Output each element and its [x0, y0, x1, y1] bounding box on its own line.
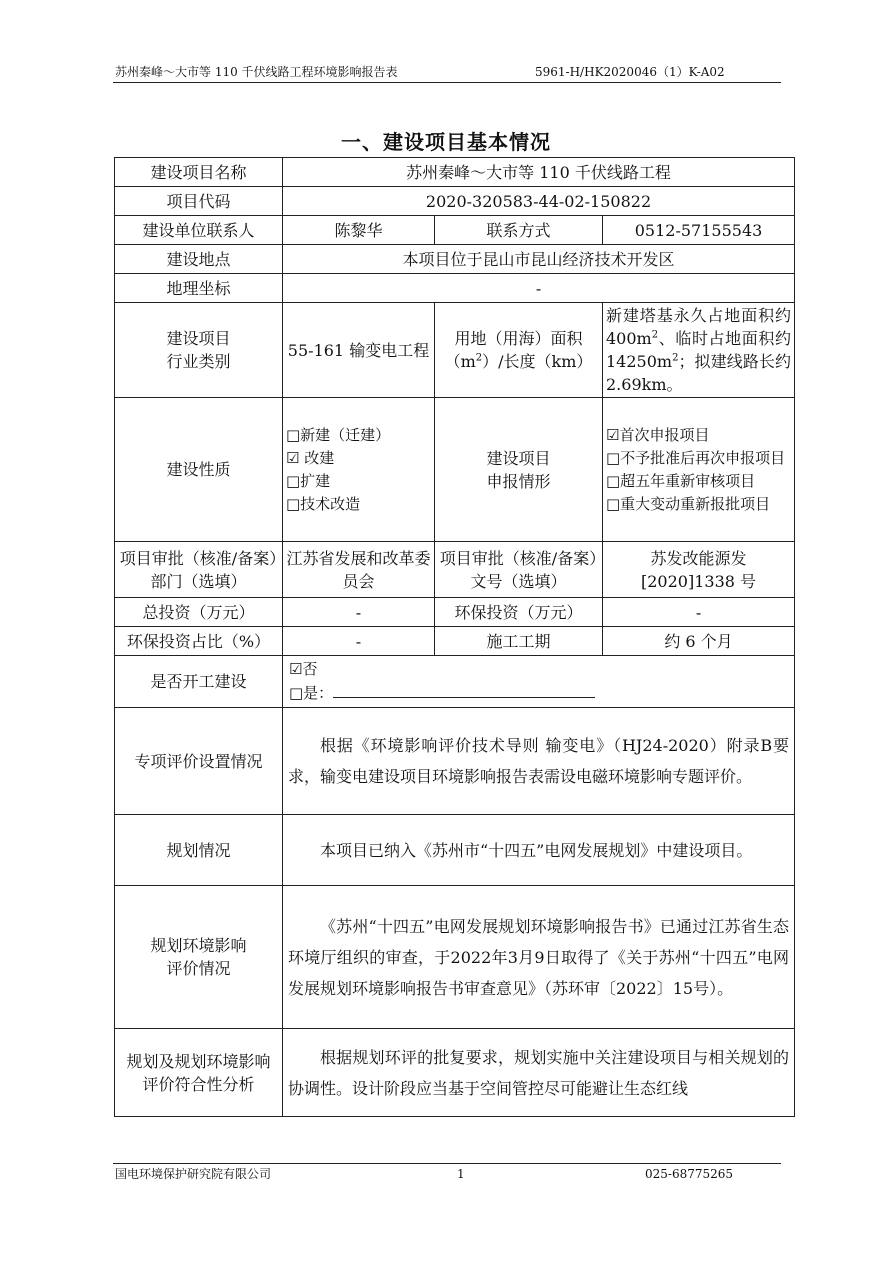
ratio-value: - — [283, 627, 435, 656]
declare-option-major-change: □重大变动重新报批项目 — [606, 494, 771, 513]
invest-label: 总投资（万元） — [115, 598, 283, 627]
nature-option-new: □新建（迁建） — [286, 425, 391, 444]
nature-label: 建设性质 — [115, 398, 283, 542]
coord-label: 地理坐标 — [115, 274, 283, 303]
section-title: 一、建设项目基本情况 — [341, 130, 551, 154]
name-value: 苏州秦峰～大市等 110 千伏线路工程 — [283, 158, 795, 187]
project-info-table — [114, 157, 795, 1117]
table-row — [115, 187, 795, 216]
env-invest-value: - — [603, 598, 795, 627]
declare-option-five-year: □超五年重新审核项目 — [606, 471, 756, 490]
area-value-sup1: 2 — [651, 329, 659, 341]
compliance-text: 根据规划环评的批复要求，规划实施中关注建设项目与相关规划的协调性。设计阶段应当基于空间管控尽可能避让生态红线 — [288, 1047, 790, 1098]
compliance-label-line2: 评价符合性分析 — [142, 1074, 255, 1094]
started-label: 是否开工建设 — [115, 656, 283, 708]
area-value-sup2: 2 — [672, 352, 679, 364]
header-left-title: 苏州秦峰～大市等 110 千伏线路工程环境影响报告表 — [115, 65, 398, 79]
location-value: 本项目位于昆山市昆山经济技术开发区 — [283, 245, 795, 274]
table-row — [115, 158, 795, 187]
area-label-part2: ）/长度（km） — [482, 352, 593, 371]
footer-divider — [113, 1163, 781, 1164]
period-value: 约 6 个月 — [603, 627, 795, 656]
plan-cell — [283, 815, 795, 886]
area-label-sup: 2 — [475, 352, 483, 364]
nature-options — [283, 398, 435, 542]
compliance-cell — [283, 1029, 795, 1117]
name-label: 建设项目名称 — [115, 158, 283, 187]
location-label: 建设地点 — [115, 245, 283, 274]
plan-env-label-line2: 评价情况 — [166, 959, 231, 978]
declare-label-line1: 建设项目 — [486, 448, 551, 468]
plan-env-text: 《苏州“十四五”电网发展规划环境影响报告书》已通过江苏省生态环境厅组织的审查，于2022年3月9日取得了《关于苏州“十四五”电网发展规划环境影响报告书审查意见》（苏环审〔2022〕15号）。 — [288, 916, 790, 998]
footer-company: 国电环境保护研究院有限公司 — [115, 1167, 272, 1181]
footer-page-number: 1 — [457, 1167, 465, 1181]
started-option-yes — [289, 681, 791, 705]
env-invest-label: 环保投资（万元） — [435, 598, 603, 627]
started-yes-blank — [333, 681, 595, 698]
table-row — [115, 1029, 795, 1117]
table-row — [115, 708, 795, 815]
declare-option-resubmit: □不予批准后再次申报项目 — [606, 448, 786, 467]
area-value — [603, 303, 795, 398]
plan-env-label-line1: 规划环境影响 — [150, 936, 247, 955]
phone-value: 0512-57155543 — [603, 216, 795, 245]
contact-value: 陈黎华 — [283, 216, 435, 245]
industry-label-line2: 行业类别 — [166, 352, 231, 371]
approval-dept-value: 江苏省发展和改革委员会 — [283, 542, 435, 598]
area-value-part2: 、临时占地面积约 14250m — [606, 329, 792, 371]
table-row — [115, 303, 795, 398]
period-label: 施工工期 — [435, 627, 603, 656]
declare-options — [603, 398, 795, 542]
table-row — [115, 886, 795, 1029]
approval-no-value: 苏发改能源发[2020]1338 号 — [603, 542, 795, 598]
coord-value: - — [283, 274, 795, 303]
header-doc-number: 5961-H/HK2020046（1）K-A02 — [535, 65, 725, 79]
ratio-label: 环保投资占比（%） — [115, 627, 283, 656]
plan-env-cell — [283, 886, 795, 1029]
special-cell — [283, 708, 795, 815]
table-row — [115, 656, 795, 708]
table-row — [115, 815, 795, 886]
table-row — [115, 274, 795, 303]
contact-label: 建设单位联系人 — [115, 216, 283, 245]
started-options — [283, 656, 795, 708]
table-row — [115, 627, 795, 656]
compliance-label — [115, 1029, 283, 1117]
plan-text: 本项目已纳入《苏州市“十四五”电网发展规划》中建设项目。 — [320, 840, 753, 860]
area-label — [435, 303, 603, 398]
nature-option-tech: □技术改造 — [286, 494, 361, 513]
started-option-no: ☑否 — [289, 660, 318, 678]
table-row — [115, 245, 795, 274]
industry-label — [115, 303, 283, 398]
plan-env-label — [115, 886, 283, 1029]
nature-option-rebuild: ☑ 改建 — [286, 448, 335, 467]
table-row — [115, 398, 795, 542]
phone-label: 联系方式 — [435, 216, 603, 245]
special-text: 根据《环境影响评价技术导则 输变电》（HJ24-2020）附录B要求，输变电建设项目环境影响报告表需设电磁环境影响专题评价。 — [288, 736, 790, 786]
started-option-yes-label: □是： — [289, 684, 334, 702]
area-value-part1: 新建塔基永久占地面积约 400m — [606, 306, 792, 348]
plan-label: 规划情况 — [115, 815, 283, 886]
invest-value: - — [283, 598, 435, 627]
approval-dept-label: 项目审批（核准/备案）部门（选填） — [115, 542, 283, 598]
area-label-part1: 用地（用海）面积（m — [444, 329, 583, 371]
nature-option-expand: □扩建 — [286, 471, 331, 490]
industry-label-line1: 建设项目 — [166, 329, 231, 348]
table-row — [115, 542, 795, 598]
footer-phone: 025-68775265 — [645, 1167, 734, 1181]
compliance-label-line1: 规划及规划环境影响 — [126, 1051, 271, 1071]
table-row — [115, 216, 795, 245]
approval-no-label: 项目审批（核准/备案）文号（选填） — [435, 542, 603, 598]
header-divider — [113, 82, 781, 83]
code-label: 项目代码 — [115, 187, 283, 216]
declare-label-line2: 申报情形 — [486, 471, 551, 491]
declare-label — [435, 398, 603, 542]
area-value-part3: ；拟建线路长约 2.69km。 — [606, 352, 792, 394]
table-row — [115, 598, 795, 627]
declare-option-first: ☑首次申报项目 — [606, 425, 710, 444]
code-value: 2020-320583-44-02-150822 — [283, 187, 795, 216]
special-label: 专项评价设置情况 — [115, 708, 283, 815]
industry-value: 55-161 输变电工程 — [283, 303, 435, 398]
